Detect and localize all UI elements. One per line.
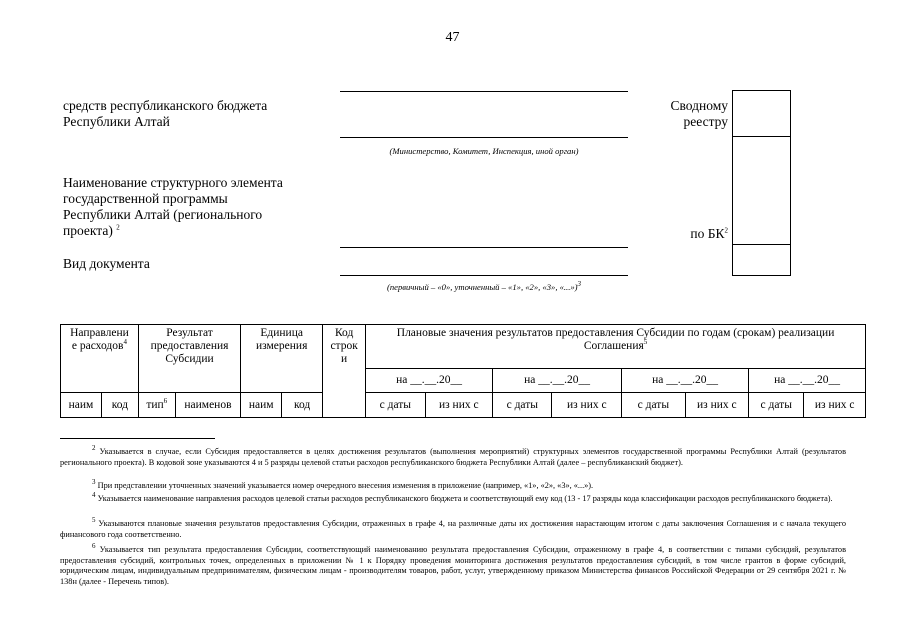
budget-source-label [63,98,267,130]
year-header: на __.__.20__ [749,369,866,393]
header-direction-text: Направлени [70,327,129,339]
footnote-text: Указываются плановые значения результатов предоставления Субсидии, отраженных в графе 4, на различные даты их достижения нарастающим итогом с даты заключения Соглашения и с начала текущего финансового года соответственно. [60,519,846,539]
structural-element-field-line [340,247,628,248]
budget-source-top-line [340,91,628,92]
page-number: 47 [445,30,460,45]
header-code-text: и [341,353,348,365]
subheader-from-date: с даты [622,393,685,418]
doc-type-label: Вид документа [63,256,150,271]
header-unit-text: Единица [260,327,303,339]
header-result-text: Субсидии [165,353,214,365]
svodnomu-reestru-label [630,98,728,130]
svodnomu-line1: Сводному [670,98,728,113]
footnote [60,491,846,505]
footnote-text: Указывается тип результата предоставления Субсидии, соответствующий наименованию результата предоставления Субсидии, отраженному в графе 4, в соответствии с типами субсидий, результатов предоставления субсидий, контрольных точек, определенных в приложении № 1 к Порядку проведения мониторинга достижения результатов предоставления субсидий, в том числе грантов в форме субсидий, юридическим лицам, индивидуальным предпринимателям, физическим лицам - производителям товаров, работ, услуг, утвержденному приказом Министерства финансов Российской Федерации от 29 сентября 2021 г. № 138н (далее - Перечень типов). [60,545,846,586]
header-row-code [323,325,366,418]
budget-source-field-line [340,137,628,138]
footnote-separator [60,438,215,439]
footnote-ref: 2 [724,226,728,235]
footnote-text: При представлении уточненных значений указывается номер очередного внесения изменения в приложение (например, «1», «2», «3», «...»). [95,481,594,490]
doc-type-caption-text: (первичный – «0», уточненный – «1», «2», «3», «...») [386,282,578,292]
subheader-from-date: с даты [749,393,804,418]
footnote [60,444,846,468]
header-plan-text: Плановые значения результатов предоставления Субсидии по годам (срокам) реализации Соглашения [396,327,835,352]
header-unit [241,325,323,393]
subheader-from-date: с даты [366,393,425,418]
header-planned-values [366,325,866,369]
header-code-text: Код [334,327,354,339]
results-table [60,324,866,418]
budget-source-caption: (Министерство, Комитет, Инспекция, иной орган) [389,146,579,156]
po-bk-label [630,226,728,242]
subheader-of-which: из них с [552,393,622,418]
footnote [60,478,846,492]
header-unit-text: измерения [255,340,308,352]
po-bk-text: по БК [690,226,725,241]
structural-element-line: Наименование структурного элемента [63,175,283,190]
footnote-text: Указывается в случае, если Субсидия предоставляется в целях достижения результатов (выполнения мероприятий) структурных элементов государственной программы Республики Алтай (результатов регионального проекта). В кодовой зоне указываются 4 и 5 разряды целевой статьи расходов республиканского бюджета Республики Алтай (далее – республиканский бюджет). [60,447,846,467]
footnote-number: 2 [92,444,96,453]
header-result-text: предоставления [150,340,229,352]
header-direction [61,325,139,393]
subheader-direction-code: код [101,393,138,418]
subheader-direction-name: наим [61,393,102,418]
subheader-unit-name: наим [241,393,282,418]
header-code-text: строк [330,340,358,352]
footnote-number: 6 [92,542,96,551]
doc-type-caption [340,282,628,292]
structural-element-line: проекта) [63,223,117,238]
budget-source-line2: Республики Алтай [63,114,170,129]
footnote-ref: 6 [163,396,168,405]
structural-element-line: Республики Алтай (регионального [63,207,263,222]
header-result [138,325,240,393]
header-result-text: Результат [166,327,213,339]
footnote-ref: 3 [577,280,582,289]
footnote [60,542,846,587]
budget-source-line1: средств республиканского бюджета [63,98,268,113]
subheader-of-which: из них с [685,393,748,418]
footnote-number: 3 [92,478,96,487]
subheader-of-which: из них с [804,393,866,418]
code-box-divider [733,136,790,137]
subheader-result-name: наименов [175,393,241,418]
year-header: на __.__.20__ [622,369,749,393]
footnote-ref: 5 [643,338,648,347]
year-header: на __.__.20__ [366,369,493,393]
code-box [732,90,791,276]
subheader-text: тип [146,398,164,411]
footnote-ref: 4 [123,338,127,347]
header-direction-text: е расходов [71,340,124,352]
structural-element-label [63,175,333,239]
subheader-result-type [138,393,175,418]
code-box-divider [733,244,790,245]
footnote-text: Указывается наименование направления расходов целевой статьи расходов республиканского бюджета и соответствующий ему код (13 - 17 разряды кода классификации расходов республиканского бюджета). [95,494,833,503]
year-header: на __.__.20__ [493,369,622,393]
footnote [60,516,846,540]
footnote-number: 4 [92,491,96,500]
footnote-ref: 2 [116,223,120,232]
subheader-unit-code: код [282,393,323,418]
svodnomu-line2: реестру [683,114,728,129]
subheader-of-which: из них с [425,393,493,418]
doc-type-field-line [340,275,628,276]
subheader-from-date: с даты [493,393,552,418]
structural-element-line: государственной программы [63,191,228,206]
footnote-number: 5 [92,516,96,525]
